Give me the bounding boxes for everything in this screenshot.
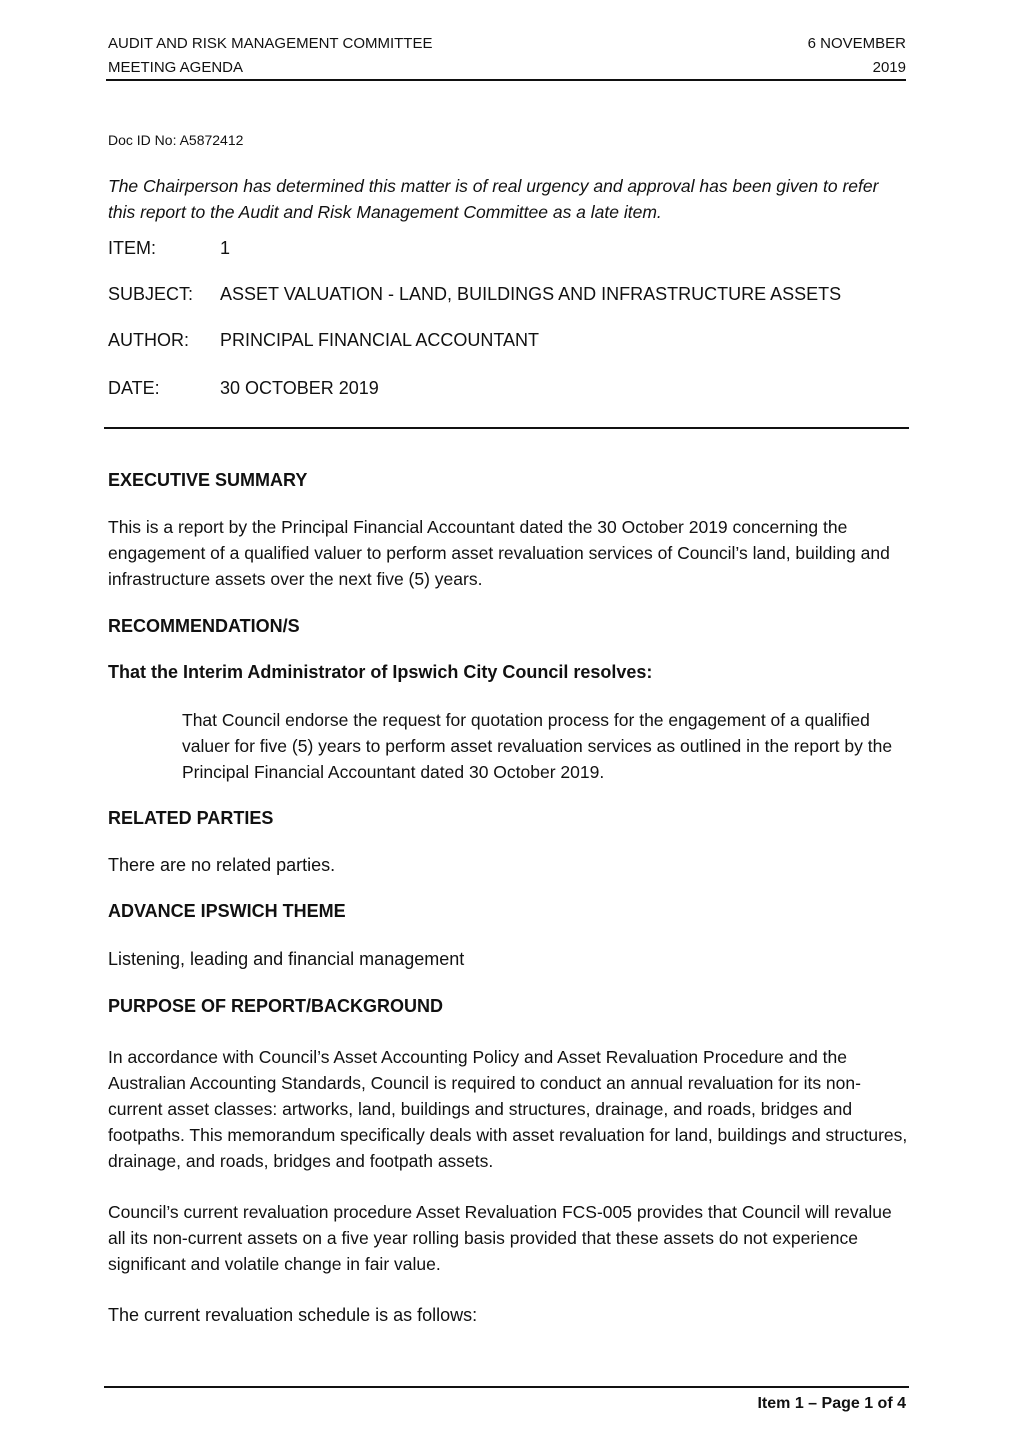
committee-name: AUDIT AND RISK MANAGEMENT COMMITTEE xyxy=(108,35,433,52)
meta-rule xyxy=(104,427,909,429)
header-right xyxy=(606,32,906,80)
subject-label: SUBJECT: xyxy=(108,284,194,304)
footer-rule xyxy=(104,1386,909,1388)
executive-summary-heading: EXECUTIVE SUMMARY xyxy=(108,470,308,490)
related-parties-heading: RELATED PARTIES xyxy=(108,808,274,828)
date-value: 30 OCTOBER 2019 xyxy=(220,378,379,398)
meeting-date-year: 2019 xyxy=(872,59,906,76)
advance-ipswich-theme-text: Listening, leading and financial management xyxy=(108,949,465,969)
recommendation-subheading: That the Interim Administrator of Ipswich City Council resolves: xyxy=(108,662,653,682)
document-type: MEETING AGENDA xyxy=(108,59,244,76)
header-left xyxy=(108,32,608,80)
advance-ipswich-theme-heading: ADVANCE IPSWICH THEME xyxy=(108,901,346,921)
urgency-note: The Chairperson has determined this matter is of real urgency and approval has been given to refer this report to the Audit and Risk Management Committee as a late item. xyxy=(108,176,879,222)
purpose-paragraph-1: In accordance with Council’s Asset Accounting Policy and Asset Revaluation Procedure and the Australian Accounting Standards, Council is required to conduct an annual revaluation for its non-current asset classes: artworks, land, buildings and structures, drainage, and roads, bridges and footpaths. This memorandum specifically deals with asset revaluation for land, buildings and structures, drainage, and roads, bridges and footpath assets. xyxy=(108,1047,908,1171)
doc-id: Doc ID No: A5872412 xyxy=(108,132,244,148)
related-parties-text: There are no related parties. xyxy=(108,855,336,875)
author-label: AUTHOR: xyxy=(108,330,189,350)
item-label: ITEM: xyxy=(108,238,156,258)
author-value: PRINCIPAL FINANCIAL ACCOUNTANT xyxy=(220,330,540,350)
header-rule xyxy=(106,79,906,81)
executive-summary-text: This is a report by the Principal Financial Accountant dated the 30 October 2019 concerning the engagement of a qualified valuer to perform asset revaluation services of Council’s land, building and infrastructure assets over the next five (5) years. xyxy=(108,517,890,589)
recommendation-text: That Council endorse the request for quotation process for the engagement of a qualified valuer for five (5) years to perform asset revaluation services as outlined in the report by the Principal Financial Accountant dated 30 October 2019. xyxy=(182,710,893,782)
subject-value: ASSET VALUATION - LAND, BUILDINGS AND INFRASTRUCTURE ASSETS xyxy=(220,284,842,304)
meeting-date-day-month: 6 NOVEMBER xyxy=(807,35,906,52)
purpose-paragraph-3: The current revaluation schedule is as follows: xyxy=(108,1305,478,1325)
item-value: 1 xyxy=(220,238,231,258)
recommendation-heading: RECOMMENDATION/S xyxy=(108,616,300,636)
date-label: DATE: xyxy=(108,378,160,398)
purpose-heading: PURPOSE OF REPORT/BACKGROUND xyxy=(108,996,444,1016)
page-number: Item 1 – Page 1 of 4 xyxy=(757,1395,906,1412)
purpose-paragraph-2: Council’s current revaluation procedure Asset Revaluation FCS-005 provides that Council will revalue all its non-current assets on a five year rolling basis provided that these assets do not experience significant and volatile change in fair value. xyxy=(108,1202,892,1274)
